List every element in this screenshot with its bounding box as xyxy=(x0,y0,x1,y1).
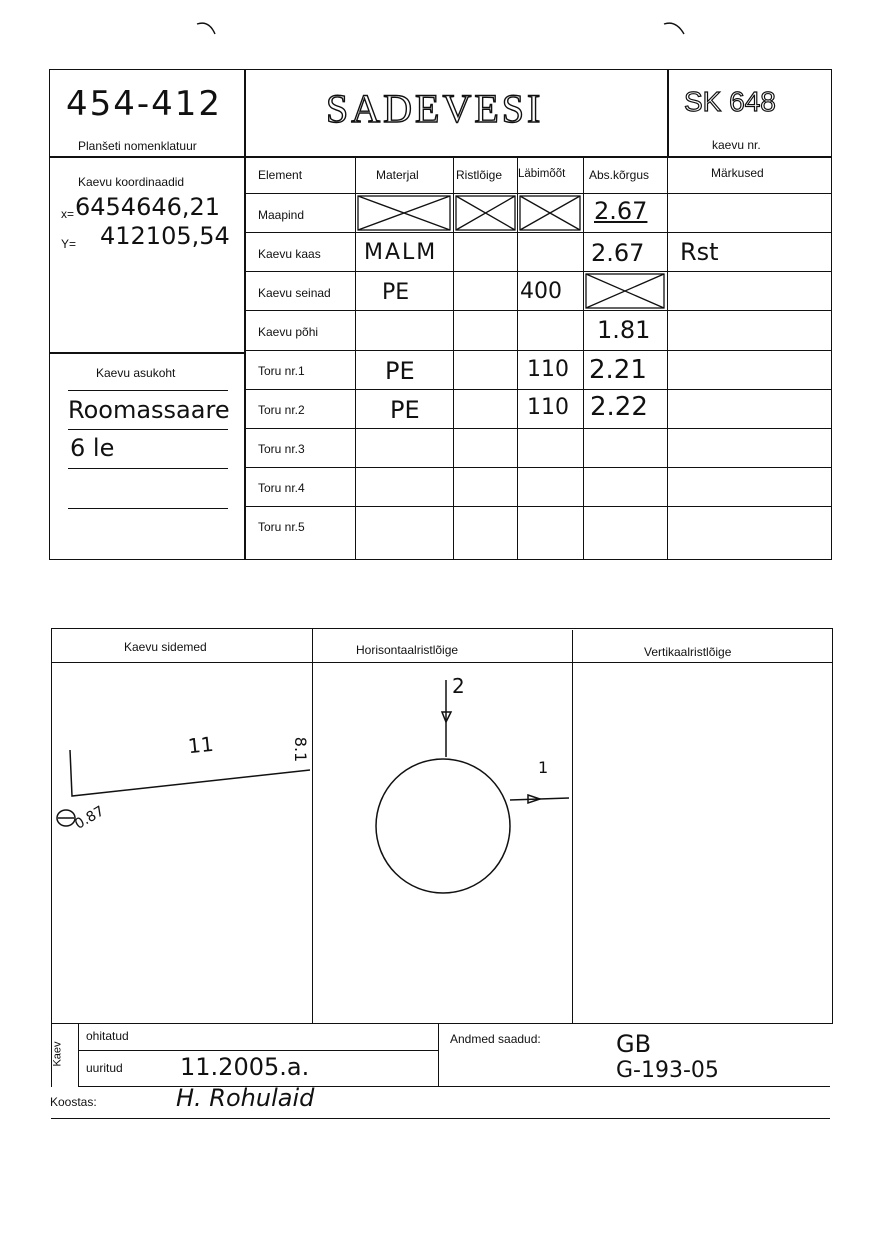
side-label: Kaev xyxy=(51,1041,64,1067)
material-value: PE xyxy=(390,396,420,424)
nomenclature-label: Planšeti nomenklatuur xyxy=(78,139,197,153)
compiled-value: H. Rohulaid xyxy=(176,1084,315,1112)
row-element-label: Toru nr.5 xyxy=(258,520,305,534)
header-material: Materjal xyxy=(376,168,419,182)
y-label: Y= xyxy=(61,237,77,251)
location-line1: Roomassaare xyxy=(68,396,230,424)
ties-label: Kaevu sidemed xyxy=(124,640,207,654)
x-value: 6454646,21 xyxy=(75,193,221,221)
header-abs-height: Abs.kõrgus xyxy=(589,168,650,182)
row-element-label: Toru nr.3 xyxy=(258,442,305,456)
form-title: SADEVESI xyxy=(326,86,544,131)
material-value: PE xyxy=(385,357,415,385)
well-number-label: kaevu nr. xyxy=(712,138,761,152)
nomenclature-value: 454-412 xyxy=(66,84,223,124)
data-value-2: G-193-05 xyxy=(616,1058,719,1083)
header-element: Element xyxy=(258,168,303,182)
row1-label: ohitatud xyxy=(86,1029,129,1043)
diameter-value: 110 xyxy=(527,357,569,382)
row-element-label: Toru nr.1 xyxy=(258,364,305,378)
pipe-label-1: 1 xyxy=(538,758,549,777)
row-element-label: Kaevu põhi xyxy=(258,325,319,339)
row2-label: uuritud xyxy=(86,1061,123,1075)
notes-value: Rst xyxy=(680,238,719,266)
x-label: x= xyxy=(61,207,75,221)
header-notes: Märkused xyxy=(711,166,764,180)
row2-value: 11.2005.a. xyxy=(180,1053,310,1081)
material-value: PE xyxy=(382,280,410,305)
row-element-label: Toru nr.4 xyxy=(258,481,305,495)
tie-distance-2: 8.1 xyxy=(291,736,311,763)
well-number-value: SK 648 xyxy=(684,86,776,117)
material-value: MALM xyxy=(364,240,438,265)
header-diameter: Läbimõõt xyxy=(518,168,566,180)
height-value: 2.22 xyxy=(590,392,648,422)
vertical-section-label: Vertikaalristlõige xyxy=(644,645,732,659)
compiled-label: Koostas: xyxy=(50,1095,97,1109)
height-value: 2.21 xyxy=(589,355,647,385)
data-label: Andmed saadud: xyxy=(450,1032,541,1046)
row-element-label: Maapind xyxy=(258,208,305,222)
height-value: 2.67 xyxy=(591,239,645,267)
location-line2: 6 le xyxy=(70,434,115,462)
height-value: 2.67 xyxy=(594,197,648,225)
tie-distance-1: 11 xyxy=(186,731,215,759)
location-label: Kaevu asukoht xyxy=(96,366,176,380)
row-element-label: Kaevu seinad xyxy=(258,286,331,300)
horizontal-section-label: Horisontaalristlõige xyxy=(356,643,459,657)
data-value-1: GB xyxy=(616,1030,652,1058)
row-element-label: Toru nr.2 xyxy=(258,403,305,417)
coordinates-label: Kaevu koordinaadid xyxy=(78,175,185,189)
diameter-value: 400 xyxy=(520,279,562,304)
pipe-label-2: 2 xyxy=(452,674,465,698)
tie-distance-3: 0.87 xyxy=(72,803,108,833)
header-cross-section: Ristlõige xyxy=(456,168,503,182)
height-value: 1.81 xyxy=(597,316,651,344)
row-element-label: Kaevu kaas xyxy=(258,247,321,261)
y-value: 412105,54 xyxy=(100,222,230,250)
diameter-value: 110 xyxy=(527,395,569,420)
